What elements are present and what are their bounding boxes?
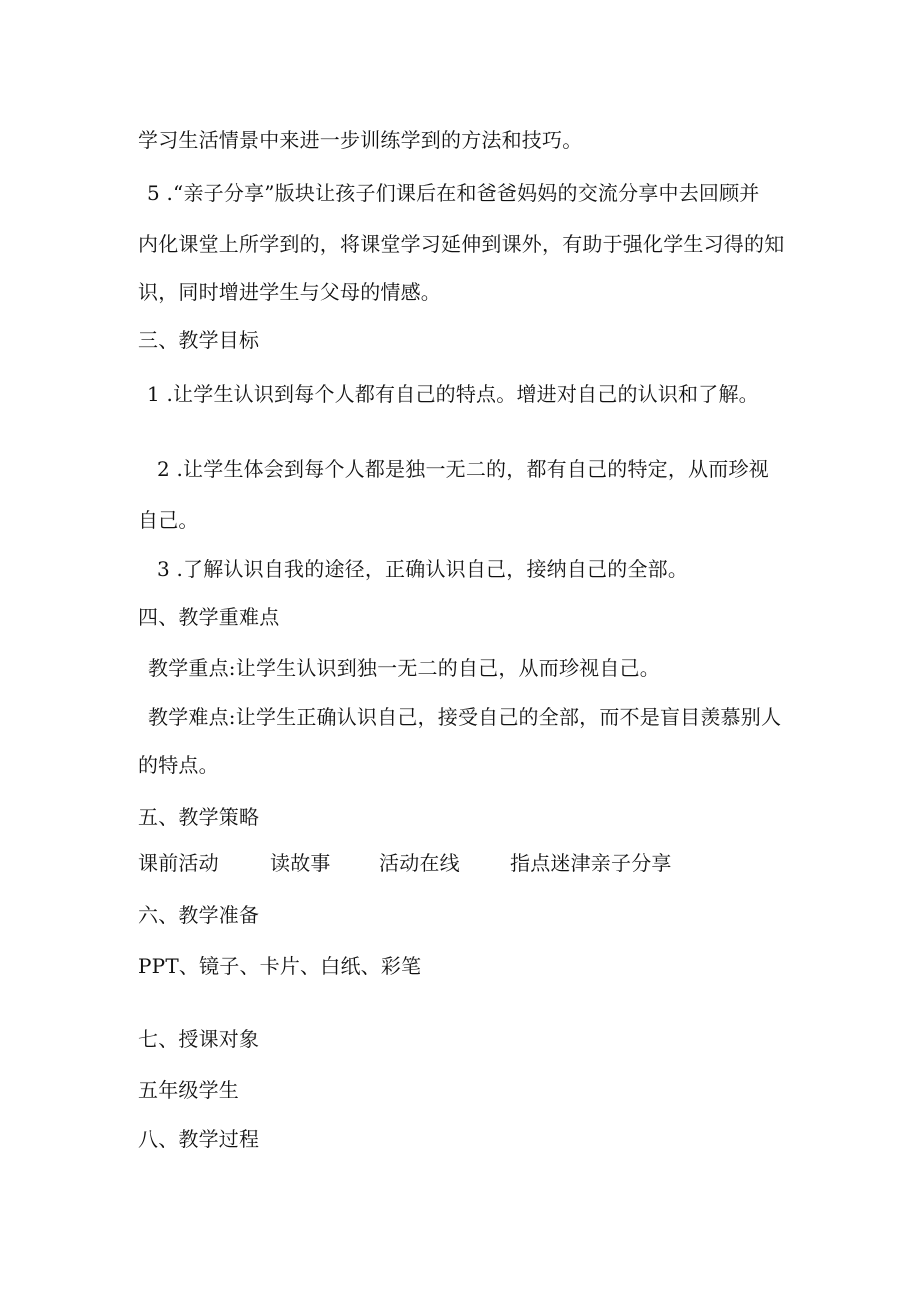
goal-item-3: 3 .了解认识自我的途径，正确认识自己，接纳自己的全部。 [157, 557, 689, 581]
section-heading-key-points: 四、教学重难点 [138, 605, 280, 629]
strategy-item: 课前活动 [138, 851, 219, 875]
strategy-item: 读故事 [270, 851, 331, 875]
section-heading-goals: 三、教学目标 [138, 328, 260, 352]
difficult-point-continued: 的特点。 [138, 753, 219, 777]
section-heading-strategy: 五、教学策略 [138, 805, 260, 829]
section-heading-audience: 七、授课对象 [138, 1027, 260, 1051]
paragraph-line: 5 .“亲子分享”版块让孩子们课后在和爸爸妈妈的交流分享中去回顾并 [147, 181, 760, 205]
strategy-item: 活动在线 [379, 851, 460, 875]
section-heading-process: 八、教学过程 [138, 1127, 260, 1151]
strategy-list [138, 850, 838, 876]
key-point: 教学重点:让学生认识到独一无二的自己，从而珍视自己。 [148, 656, 660, 680]
difficult-point: 教学难点:让学生正确认识自己，接受自己的全部，而不是盲目羡慕别人 [148, 705, 782, 729]
paragraph-line: 学习生活情景中来进一步训练学到的方法和技巧。 [138, 128, 583, 152]
paragraph-line: 识，同时增进学生与父母的情感。 [138, 280, 441, 304]
goal-item-2-continued: 自己。 [138, 508, 199, 532]
section-heading-preparation: 六、教学准备 [138, 903, 260, 927]
audience-value: 五年级学生 [138, 1078, 239, 1102]
strategy-item: 指点迷津亲子分享 [510, 851, 672, 875]
paragraph-line: 内化课堂上所学到的，将课堂学习延伸到课外，有助于强化学生习得的知 [138, 232, 785, 256]
preparation-materials: PPT、镜子、卡片、白纸、彩笔 [138, 954, 422, 978]
goal-item-2: 2 .让学生体会到每个人都是独一无二的，都有自己的特定，从而珍视 [157, 457, 769, 481]
goal-item-1: 1 .让学生认识到每个人都有自己的特点。增进对自己的认识和了解。 [147, 382, 759, 406]
